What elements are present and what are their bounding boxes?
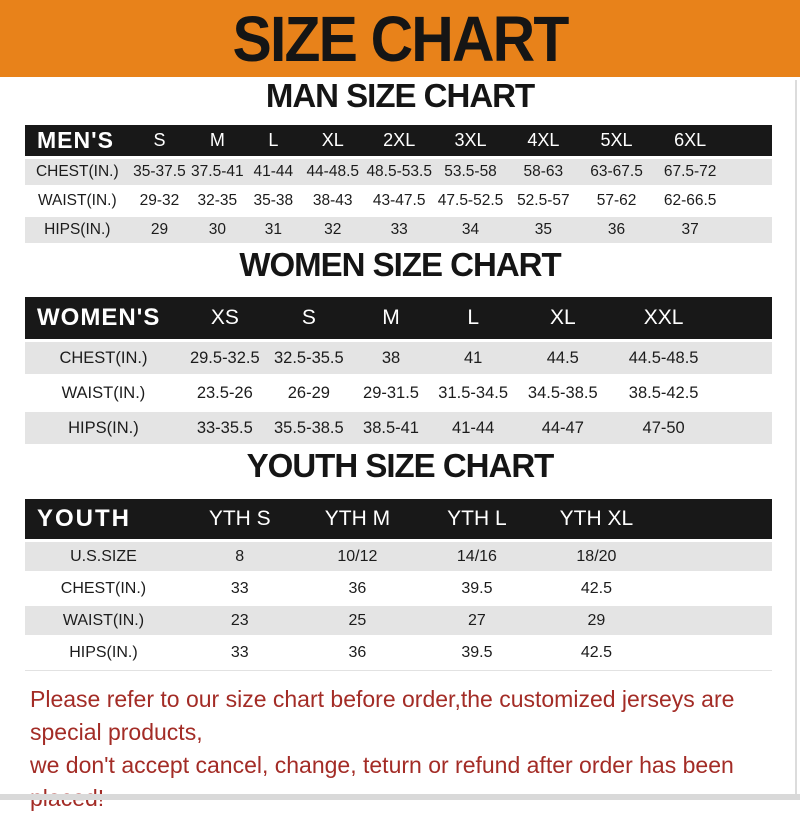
women-size-table (25, 294, 772, 447)
cell: 32.5-35.5 (273, 348, 344, 367)
cell: 37.5-41 (191, 163, 244, 180)
cell: 44-48.5 (306, 163, 360, 180)
spacer-cell (716, 342, 772, 374)
cell: 33 (230, 643, 249, 661)
table-row (25, 159, 772, 185)
cell: 32 (324, 221, 342, 238)
men-col-header: 2XL (383, 130, 416, 150)
spacer-cell (727, 159, 772, 185)
cell: 52.5-57 (517, 192, 570, 209)
cell: 31 (264, 221, 282, 238)
men-size-table (25, 122, 772, 246)
table-row (25, 412, 772, 444)
cell: 42.5 (580, 579, 612, 597)
spacer-cell (656, 542, 772, 571)
cell: 27 (468, 611, 486, 629)
table-row (25, 542, 772, 571)
cell: 41 (463, 348, 483, 367)
row-label: CHEST(IN.) (59, 348, 148, 367)
table-row (25, 377, 772, 409)
cell: 47-50 (642, 418, 685, 437)
row-label: WAIST(IN.) (61, 383, 146, 402)
men-section-heading: MAN SIZE CHART (265, 77, 535, 114)
cell: 43-47.5 (372, 192, 426, 209)
cell: 44.5-48.5 (628, 348, 699, 367)
cell: 41-44 (452, 418, 495, 437)
row-label: HIPS(IN.) (69, 643, 138, 661)
women-col-header: XS (210, 306, 239, 329)
row-label: U.S.SIZE (70, 547, 137, 565)
cell: 32-35 (197, 192, 238, 209)
cell: 30 (208, 221, 226, 238)
cell: 14/16 (456, 547, 497, 565)
cell: 29-31.5 (363, 383, 419, 402)
cell: 35-37.5 (133, 163, 186, 180)
cell: 63-67.5 (590, 163, 643, 180)
table-row (25, 638, 772, 667)
cell: 35-38 (253, 192, 294, 209)
cell: 37 (681, 221, 699, 238)
row-label: HIPS(IN.) (68, 418, 139, 437)
table-row (25, 217, 772, 243)
cell: 58-63 (523, 163, 564, 180)
youth-header-label: YOUTH (37, 505, 131, 532)
table-row (25, 574, 772, 603)
cell: 38-43 (312, 192, 353, 209)
spacer-cell (716, 297, 772, 339)
spacer-cell (716, 412, 772, 444)
cell: 39.5 (461, 643, 493, 661)
men-col-header: 6XL (674, 130, 707, 150)
cell: 29-32 (139, 192, 180, 209)
youth-col-header: YTH XL (559, 507, 634, 530)
men-header-bar (25, 125, 772, 156)
cell: 34 (461, 221, 480, 238)
women-col-header: L (467, 306, 479, 329)
cell: 34.5-38.5 (527, 383, 598, 402)
cell: 57-62 (596, 192, 637, 209)
cell: 18/20 (576, 547, 617, 565)
men-col-header: L (268, 130, 279, 150)
men-col-header: M (209, 130, 225, 150)
cell: 35 (534, 221, 552, 238)
cell: 31.5-34.5 (438, 383, 509, 402)
women-header-bar (25, 297, 772, 339)
disclaimer-line-1: Please refer to our size chart before order,the customized jerseys are special products, (30, 686, 735, 745)
youth-col-header: YTH L (447, 507, 507, 530)
cell: 47.5-52.5 (437, 192, 504, 209)
men-col-header: XL (321, 130, 344, 150)
women-col-header: XL (549, 306, 576, 329)
cell: 33-35.5 (196, 418, 253, 437)
women-header-label: WOMEN'S (37, 304, 161, 331)
cell: 29.5-32.5 (189, 348, 260, 367)
cell: 36 (348, 643, 367, 661)
cell: 29 (150, 221, 169, 238)
cell: 67.5-72 (663, 163, 717, 180)
youth-col-header: YTH M (324, 507, 391, 530)
youth-header-bar (25, 499, 772, 539)
women-col-header: S (301, 306, 316, 329)
scan-edge-bottom (0, 794, 800, 800)
table-row (25, 606, 772, 635)
cell: 33 (390, 221, 408, 238)
cell: 23.5-26 (196, 383, 253, 402)
men-header-label: MEN'S (37, 127, 114, 153)
women-section-heading: WOMEN SIZE CHART (239, 246, 561, 283)
men-col-header: 3XL (454, 130, 487, 150)
cell: 48.5-53.5 (366, 163, 432, 180)
spacer-cell (656, 638, 772, 667)
women-col-header: XXL (643, 306, 684, 329)
youth-col-header: YTH S (208, 507, 271, 530)
cell: 41-44 (253, 163, 294, 180)
row-label: WAIST(IN.) (37, 192, 117, 209)
spacer-cell (727, 188, 772, 214)
banner-title: SIZE CHART (232, 2, 568, 75)
spacer-cell (656, 574, 772, 603)
spacer-cell (727, 125, 772, 156)
cell: 44.5 (546, 348, 579, 367)
row-label: CHEST(IN.) (35, 163, 119, 180)
cell: 29 (587, 611, 606, 629)
cell: 8 (235, 547, 245, 565)
disclaimer-line-2: we don't accept cancel, change, teturn or refund after order has been (30, 752, 734, 778)
cell: 25 (348, 611, 367, 629)
cell: 38.5-42.5 (628, 383, 699, 402)
row-label: WAIST(IN.) (62, 611, 145, 629)
cell: 44-47 (541, 418, 584, 437)
cell: 62-66.5 (663, 192, 717, 209)
table-row (25, 188, 772, 214)
spacer-cell (716, 377, 772, 409)
scan-edge-right (795, 80, 797, 800)
cell: 39.5 (461, 579, 493, 597)
cell: 36 (348, 579, 367, 597)
men-col-header: 5XL (600, 130, 633, 150)
cell: 23 (230, 611, 249, 629)
cell: 36 (607, 221, 626, 238)
cell: 38.5-41 (363, 418, 419, 437)
cell: 38 (381, 348, 401, 367)
cell: 26-29 (287, 383, 330, 402)
spacer-cell (727, 217, 772, 243)
men-col-header: 4XL (527, 130, 560, 150)
banner (0, 0, 800, 77)
cell: 35.5-38.5 (273, 418, 344, 437)
spacer-cell (656, 606, 772, 635)
cell: 42.5 (580, 643, 612, 661)
cell: 33 (230, 579, 249, 597)
row-label: CHEST(IN.) (60, 579, 147, 597)
men-col-header: S (153, 130, 166, 150)
table-row (25, 342, 772, 374)
spacer-cell (656, 499, 772, 539)
women-col-header: M (382, 306, 400, 329)
youth-section-heading: YOUTH SIZE CHART (246, 447, 554, 484)
youth-size-table (25, 496, 772, 671)
cell: 53.5-58 (444, 163, 497, 180)
cell: 10/12 (337, 547, 378, 565)
row-label: HIPS(IN.) (44, 221, 111, 238)
